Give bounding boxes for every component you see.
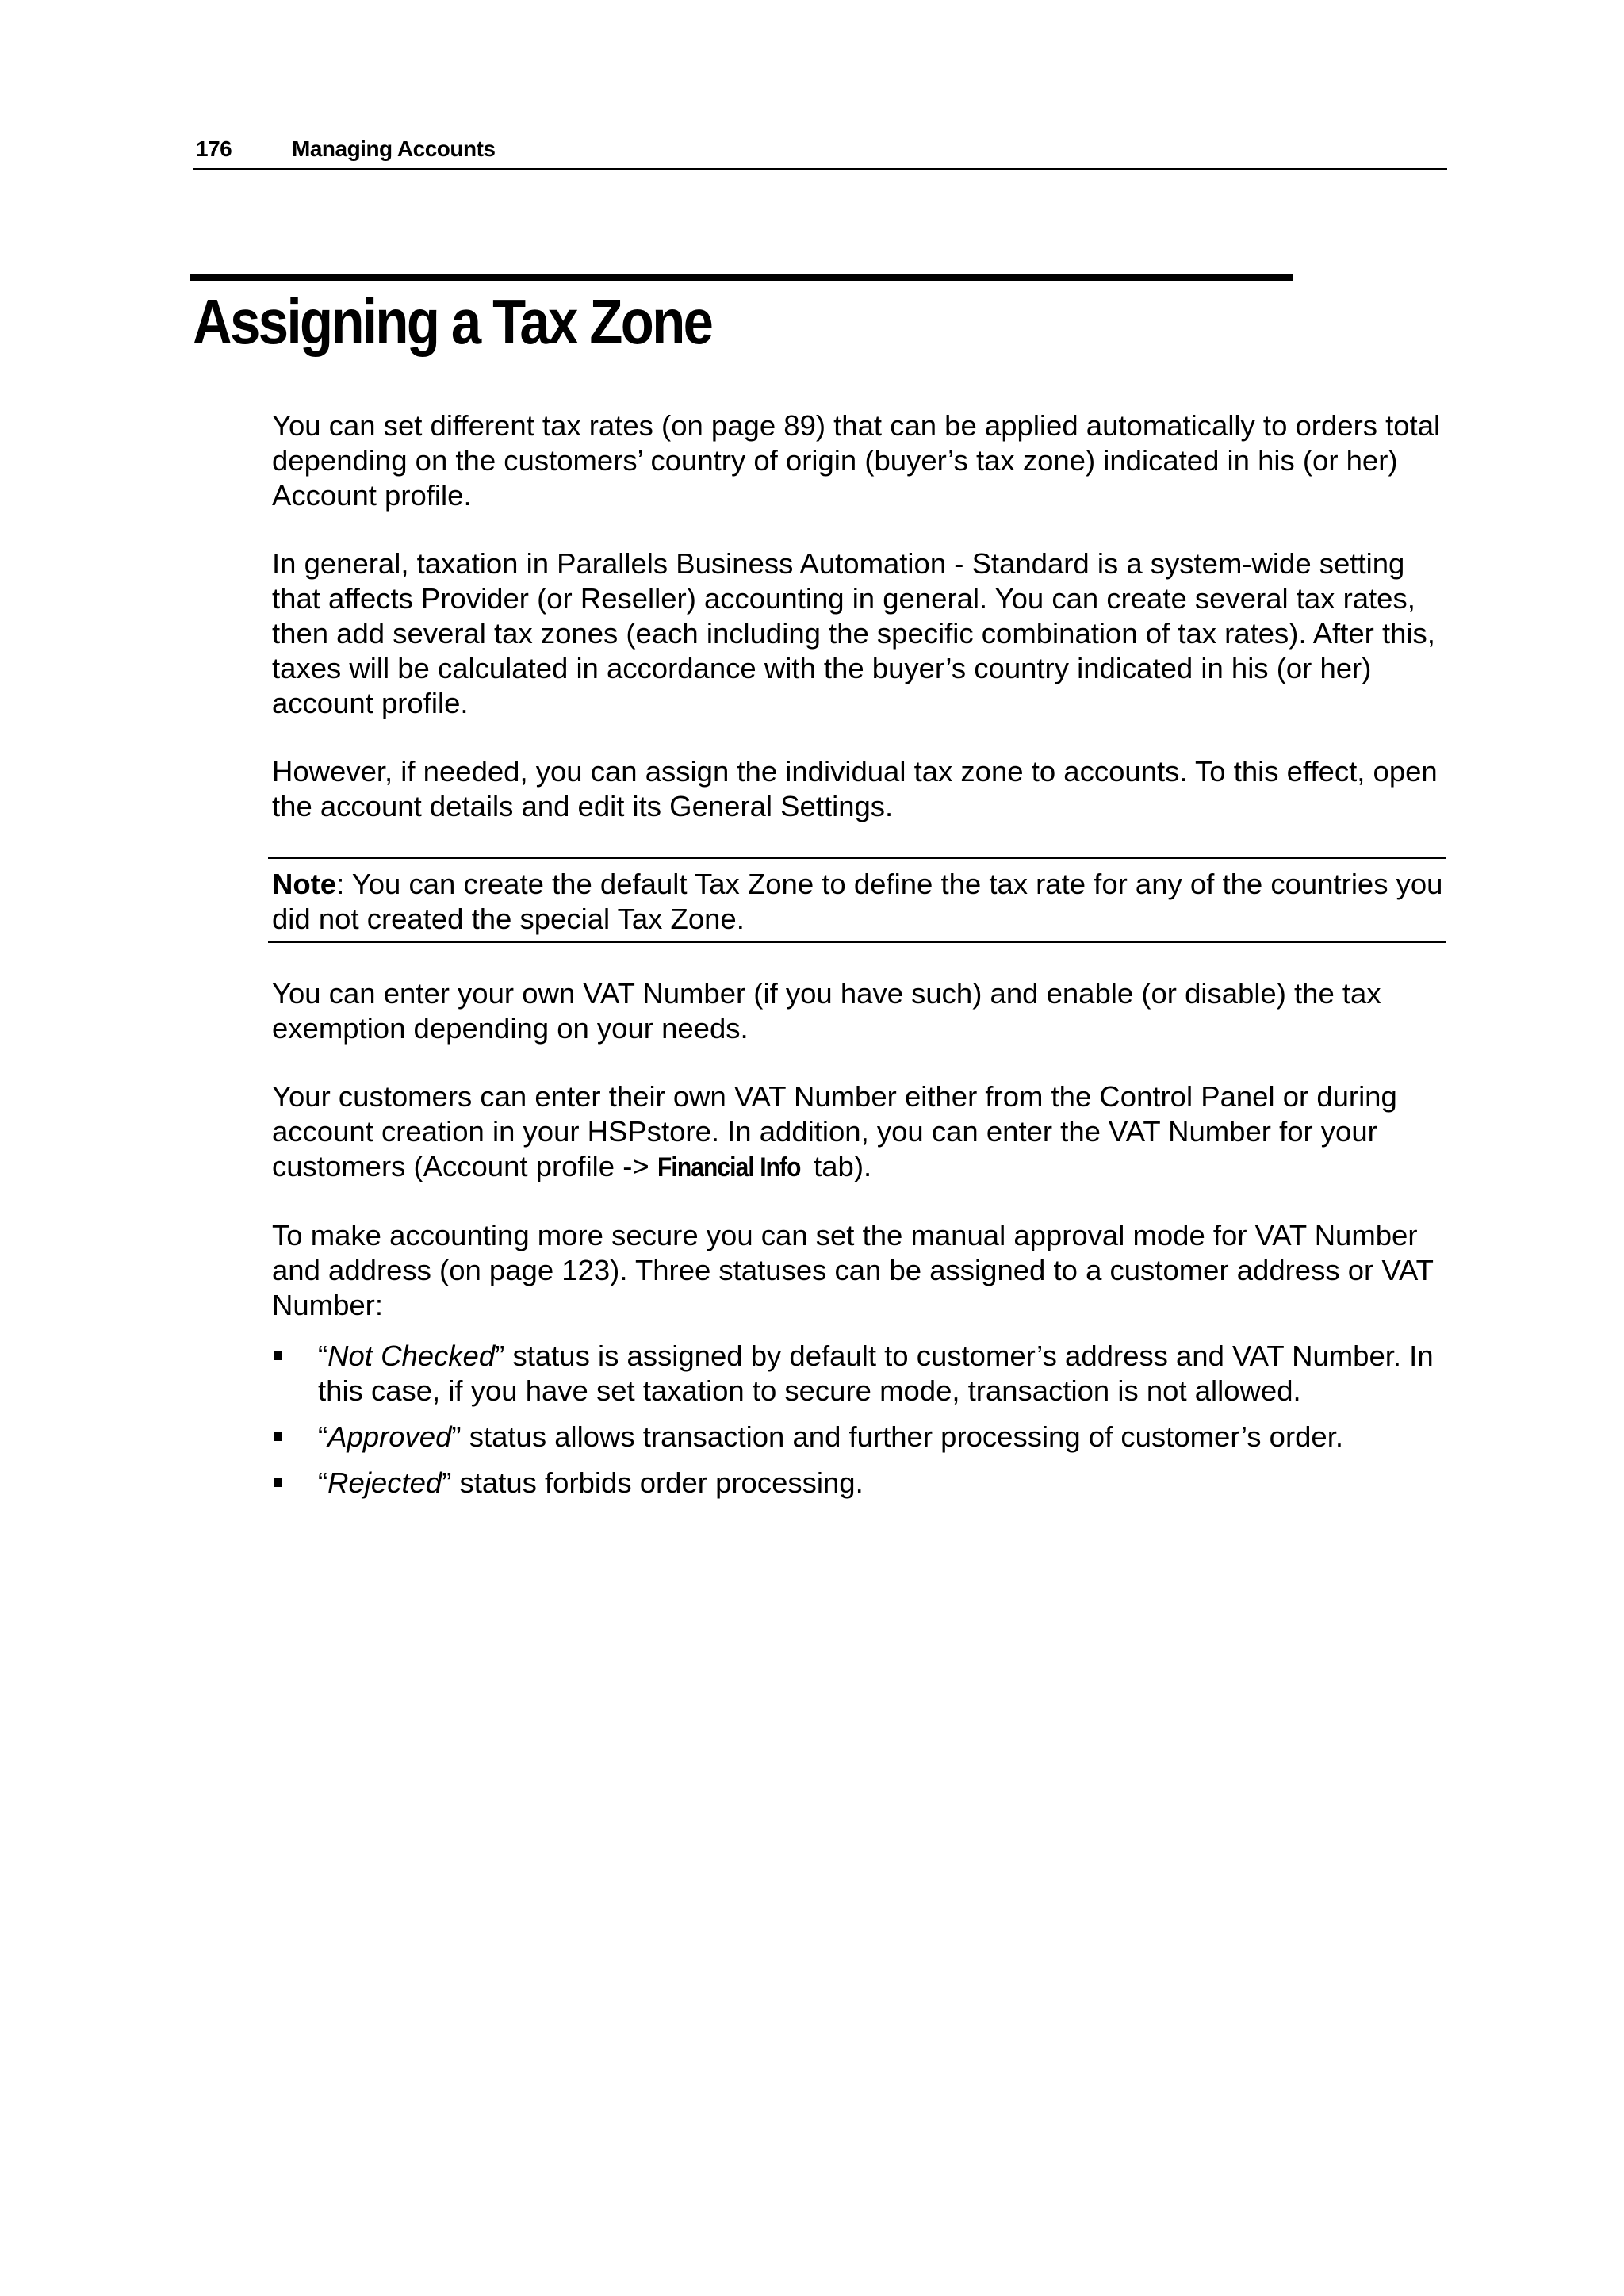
status-description: ” status is assigned by default to customer’s address and VAT Number. In this case, if you have set taxation to secure mode, transaction is not allowed.: [318, 1340, 1434, 1407]
body-text: [272, 408, 1446, 1512]
note-box: [268, 857, 1446, 943]
status-list: [272, 1339, 1446, 1501]
paragraph-customer-vat: [272, 1079, 1446, 1185]
status-name: Rejected: [327, 1466, 442, 1499]
running-header: [193, 133, 1447, 170]
status-name: Approved: [327, 1420, 452, 1453]
financial-info-tab-reference: Financial Info: [657, 1152, 801, 1182]
status-description: ” status forbids order processing.: [442, 1466, 864, 1499]
paragraph-tax-rates: You can set different tax rates (on page 89) that can be applied automatically to orders total depending on the customers’ country of origin (buyer’s tax zone) indicated in his (or her) Account profile.: [272, 409, 1441, 512]
paragraph-vat-number: You can enter your own VAT Number (if you have such) and enable (or disable) the tax exemption depending on your needs.: [272, 977, 1381, 1045]
status-name: Not Checked: [327, 1340, 496, 1372]
title-rule: [190, 274, 1293, 281]
note-text: : You can create the default Tax Zone to define the tax rate for any of the countries you did not created the special Tax Zone.: [272, 868, 1443, 935]
paragraph-taxation-general: In general, taxation in Parallels Business Automation - Standard is a system-wide setting that affects Provider (or Reseller) accounting in general. You can create several tax rates, then add several tax zones (each including the specific combination of tax rates). After this, taxes will be calculated in accordance with the buyer’s country indicated in his (or her) account profile.: [272, 547, 1435, 719]
square-bullet-icon: [274, 1351, 282, 1360]
page-number: 176: [196, 136, 232, 161]
list-item: “Rejected” status forbids order processing.: [272, 1466, 1446, 1501]
status-description: ” status allows transaction and further processing of customer’s order.: [451, 1420, 1344, 1453]
paragraph-customer-vat-end: tab).: [805, 1150, 872, 1182]
paragraph-individual-zone: However, if needed, you can assign the individual tax zone to accounts. To this effect, open the account details and edit its General Settings.: [272, 755, 1438, 822]
list-item: “Approved” status allows transaction and further processing of customer’s order.: [272, 1420, 1446, 1455]
square-bullet-icon: [274, 1478, 282, 1487]
note-label: Note: [272, 868, 337, 900]
running-header-section: Managing Accounts: [292, 136, 496, 161]
paragraph-customer-vat-start: Your customers can enter their own VAT Number either from the Control Panel or during account creation in your HSPstore. In addition, you can enter the VAT Number for your customers (Account profile ->: [272, 1080, 1397, 1182]
list-item: “Not Checked” status is assigned by default to customer’s address and VAT Number. In this case, if you have set taxation to secure mode, transaction is not allowed.: [272, 1339, 1446, 1409]
square-bullet-icon: [274, 1432, 282, 1441]
page-title: Assigning a Tax Zone: [193, 286, 712, 357]
paragraph-approval-mode: To make accounting more secure you can set the manual approval mode for VAT Number and address (on page 123). Three statuses can be assigned to a customer address or VAT Number:: [272, 1219, 1434, 1321]
